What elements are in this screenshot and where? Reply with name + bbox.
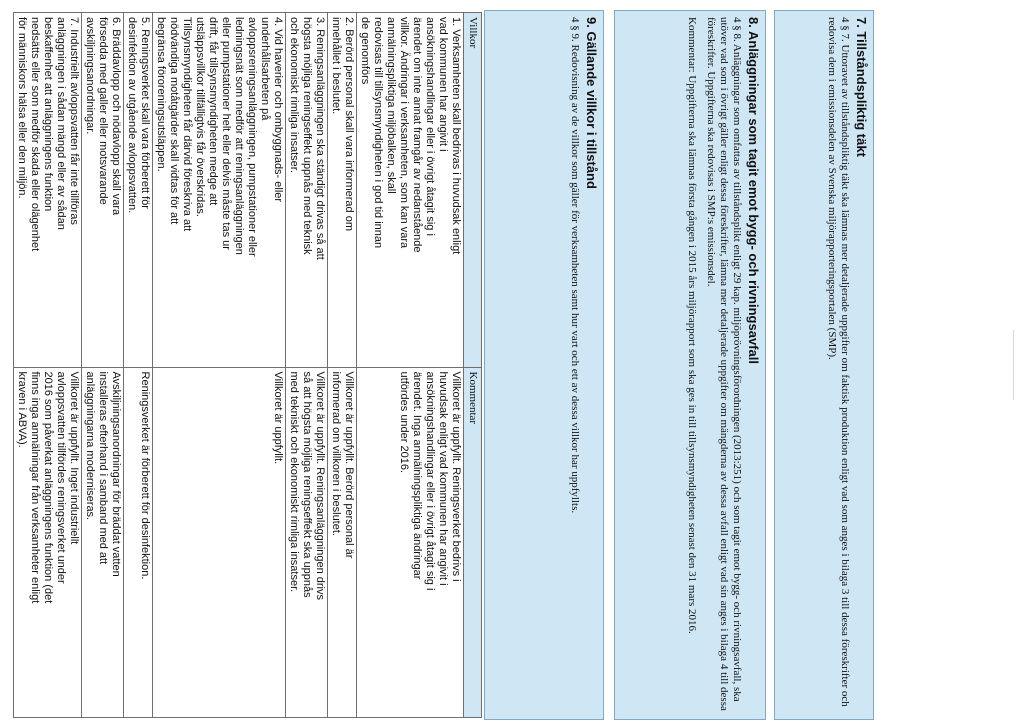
villkor-cell: [286, 13, 328, 368]
kommentar-cell: [357, 367, 464, 717]
villkor-line: utsläppsvillkor tillfälligtvis får överskridas.: [194, 17, 206, 217]
kommentar-cell: [328, 367, 357, 717]
table-row: [124, 13, 153, 718]
villkor-cell: [153, 13, 286, 368]
villkor-cell: [124, 13, 153, 368]
kommentar-line: ärendet. Inga anmälningspliktiga ändringar: [411, 371, 423, 580]
kommentar-line: Avskiljningsanordningar för bräddat vatten: [110, 371, 122, 577]
villkor-line: anläggningen i sådan mängd eller av sådan: [55, 17, 67, 230]
kommentar-line: kraven i ABVA).: [16, 371, 28, 448]
villkor-line: 1. Verksamheten skall bedrivas i huvudsak enligt: [450, 17, 462, 255]
kommentar-line: Villkoret är uppfyllt.: [272, 371, 284, 465]
section-9-text: 4 § 9. Redovisning av de villkor som gäller för verksamheten samt hur vart och ett av dessa villkor har uppfyllts.: [569, 17, 581, 514]
villkor-line: de genomförs: [359, 17, 371, 85]
villkor-line: avskiljningsanordningar.: [84, 17, 96, 135]
table-header-row: [464, 13, 482, 718]
villkor-line: anmälningspliktiga miljöbalken, skall: [385, 17, 397, 194]
section-9-box: [484, 10, 604, 720]
section-8-comment: Kommentar: Uppgifterna ska lämnas första gången i 2015 års miljörapport som ska ges in till tillsynsmyndigheten senast den 31 mars 2016.: [686, 17, 698, 634]
table-row: [153, 13, 286, 718]
villkor-line: avloppsreningsanläggningen, pumpstationer eller: [246, 17, 258, 257]
villkor-cell: [14, 13, 82, 368]
kommentar-cell: [153, 367, 286, 717]
table-row: [328, 13, 357, 718]
column-header-kommentar: Kommentar: [464, 367, 482, 717]
kommentar-line: avloppsvatten tillfördes reningsverket under: [55, 371, 67, 584]
kommentar-line: Reningsverket är förberett för desinfektion.: [139, 371, 151, 580]
page-edge-mark: [1013, 330, 1014, 400]
kommentar-line: ansökningshandlingar eller i övrigt åtagit sig i: [424, 371, 436, 591]
villkor-line: Tillsynsmyndigheten får därvid föreskriva att: [181, 17, 193, 232]
villkor-line: villkor. Ändringar i verksamheten, som kan vara: [398, 17, 410, 249]
villkor-line: beskaffenhet att anläggningens funktion: [42, 17, 54, 212]
kommentar-line: installeras efterhand i samband med att: [97, 371, 109, 565]
section-7-text: 4 § 7. Uttoravet av tillståndspliktig täkt ska lämnas mer detaljerade uppgifter om faktisk produktion enligt vad som anges i bilaga 3 till dessa föreskrifter och redovisa dem i emissionsdelen av Svenska miljörapporteringsportalen (SMP).: [826, 17, 851, 707]
column-header-villkor: Villkor: [464, 13, 482, 368]
villkor-line: 6. Bräddavlopp och nödavlopp skall vara: [110, 17, 122, 216]
villkor-line: 3. Reningsanläggningen ska ständigt drivas så att: [314, 17, 326, 260]
section-8-box: [614, 10, 766, 720]
kommentar-line: finns inga anmälningar från verksamheter enligt: [29, 371, 41, 604]
table-row: [14, 13, 82, 718]
villkor-line: nedsätts eller som medför skada eller olägenhet: [29, 17, 41, 252]
villkor-line: drift, får tillsynsmyndigheten medge att: [207, 17, 219, 206]
section-7-title: 7. Tillståndspliktig täkt: [854, 17, 869, 157]
section-9-title: 9. Gällande villkor i tillstånd: [584, 17, 599, 189]
table-body: [14, 13, 464, 718]
kommentar-line: Villkoret är uppfyllt. Berörd personal är: [343, 371, 355, 559]
villkor-cell: [82, 13, 124, 368]
villkor-cell: [357, 13, 464, 368]
villkor-line: desinfektion av utgående avloppsvatten.: [126, 17, 138, 214]
kommentar-line: Villkoret är uppfyllt. Inget industriellt: [68, 371, 80, 545]
kommentar-line: informerad om villkoren i beslutet.: [330, 371, 342, 536]
section-8-text: 4 § 8. Anläggningar som omfattas av tillståndsplikt enligt 29 kap. miljöprövningsförordningen (2013:251) och som tagit emot bygg- och rivningsavfall, ska utöver vad som i övrigt gäller enligt dessa föreskrifter, lämna mer detaljerade uppgifter om mängderna av dessa avfall enligt vad sin anges i bilaga 4 till dessa föreskrifter. Uppgifterna ska redovisas i SMP:s emissionsdel.: [705, 17, 743, 711]
kommentar-cell: [124, 367, 153, 717]
kommentar-cell: [14, 367, 82, 717]
villkor-line: högsta möjliga reningseffekt uppnås med teknisk: [301, 17, 313, 255]
kommentar-line: 2016 som påverkat anläggningens funktion (det: [42, 371, 54, 604]
villkor-line: redovisas till tillsynsmyndigheten i god tid innan: [372, 17, 384, 249]
villkor-line: vad kommunen har angivit i: [437, 17, 449, 152]
conditions-table: [13, 12, 482, 718]
table-row: [286, 13, 328, 718]
villkor-line: 5. Reningsverket skall vara förberett för: [139, 17, 151, 209]
villkor-cell: [328, 13, 357, 368]
villkor-line: 7. Industriellt avloppsvatten får inte tillföras: [68, 17, 80, 225]
kommentar-line: Villkoret är uppfyllt. Reningsverket bedrivs i: [450, 371, 462, 582]
villkor-line: ansökningshandlingar eller i övrigt åtagit sig i: [424, 17, 436, 236]
villkor-line: innehållet i beslutet.: [330, 17, 342, 115]
table-row: [357, 13, 464, 718]
villkor-line: ledningsnät som medför att reningsanläggningen: [233, 17, 245, 255]
villkor-line: underhållsarbeten på: [259, 17, 271, 121]
villkor-line: och ekonomiskt rimliga insatser.: [288, 17, 300, 173]
villkor-line: 2. Berörd personal skall vara informerad om: [343, 17, 355, 231]
villkor-line: för människors hälsa eller den miljön.: [16, 17, 28, 199]
villkor-line: ärendet om inte annat framgår av nedanstående: [411, 17, 423, 253]
kommentar-line: huvudsak enligt vad kommunen har angivit i: [437, 371, 449, 586]
kommentar-line: anläggningarna moderniseras.: [84, 371, 96, 521]
villkor-line: eller pumpstationer helt eller delvis måste tas ur: [220, 17, 232, 250]
section-8-title: 8. Anläggningar som tagit emot bygg- och rivningsavfall: [746, 17, 761, 364]
kommentar-line: utfördes under 2016.: [398, 371, 410, 474]
villkor-line: begränsa föroreningsutsläppen.: [155, 17, 167, 172]
kommentar-line: med tekniskt och ekonomiskt rimliga insatser.: [288, 371, 300, 593]
kommentar-line: Villkoret är uppfyllt. Reningsanläggningen drivs: [314, 371, 326, 601]
villkor-line: nödvändiga motåtgärder skall vidtas för att: [168, 17, 180, 225]
villkor-line: försedda med galler eller motsvarande: [97, 17, 109, 205]
section-7-box: [774, 10, 874, 720]
table-row: [82, 13, 124, 718]
kommentar-cell: [286, 367, 328, 717]
kommentar-cell: [82, 367, 124, 717]
villkor-line: 4. Vid haverier och ombyggnads- eller: [272, 17, 284, 203]
kommentar-line: så att högsta möjliga reningseffekt ska uppnås: [301, 371, 313, 598]
